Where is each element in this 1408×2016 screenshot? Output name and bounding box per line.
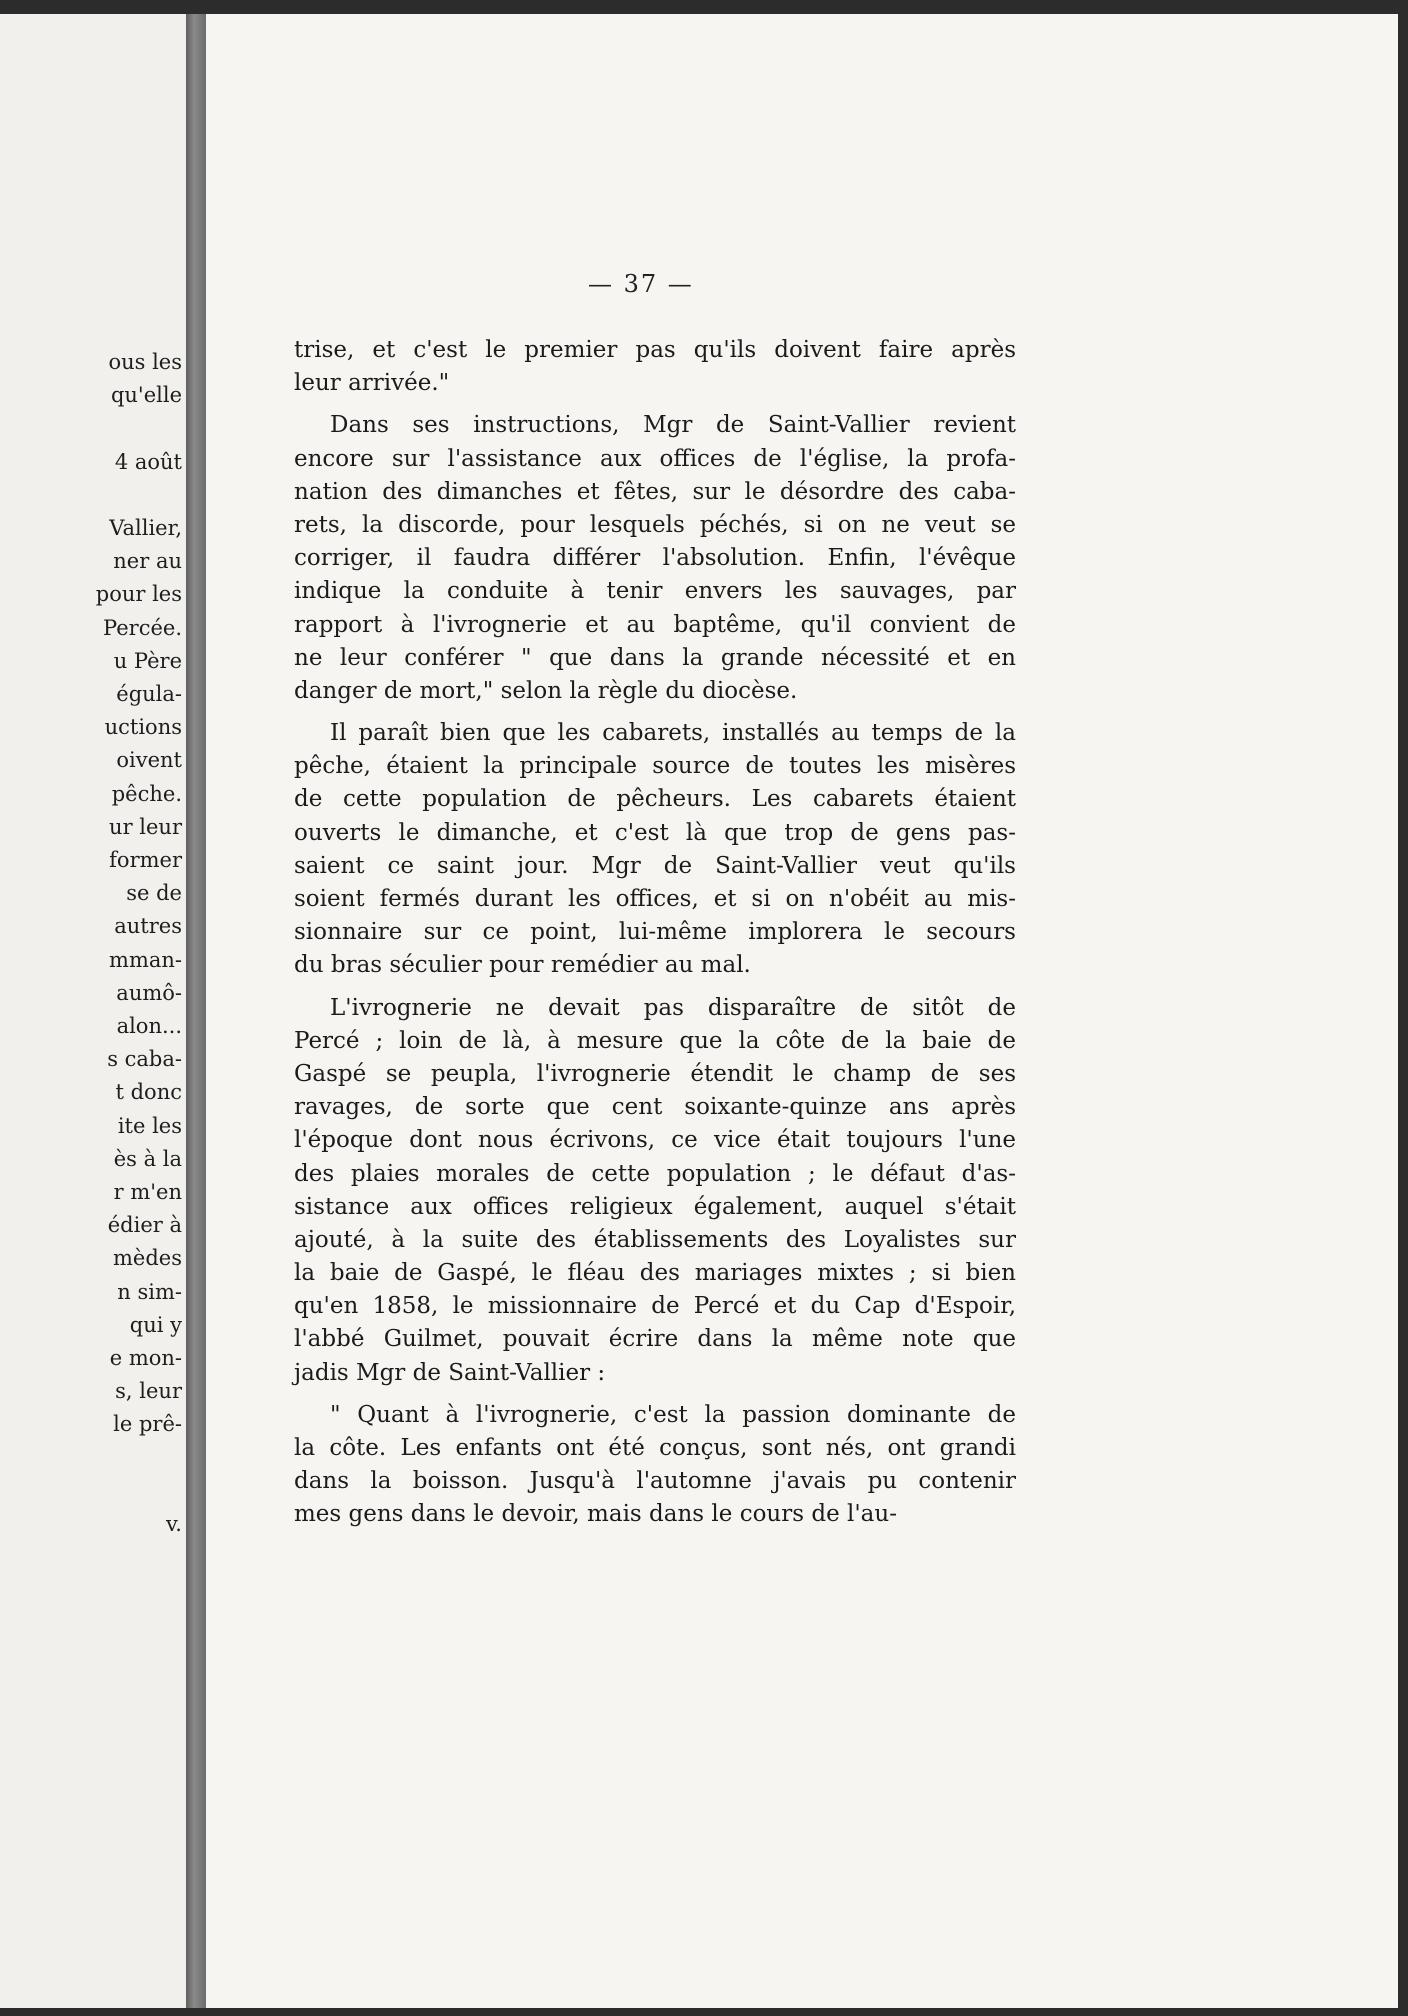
facing-page-line: mman- <box>109 947 182 972</box>
facing-page-line: ner au <box>113 549 182 574</box>
paragraph-gap <box>294 983 1016 992</box>
facing-page-line: pour les <box>95 582 182 607</box>
text-line: rets, la discorde, pour lesquels péchés, si on ne veut se <box>294 511 1016 538</box>
facing-page-line: Percée. <box>103 615 182 640</box>
facing-page-line: n sim- <box>117 1279 182 1304</box>
facing-page-line: ès à la <box>113 1146 182 1171</box>
text-line: du bras séculier pour remédier au mal. <box>294 952 751 979</box>
facing-page-line: uctions <box>104 715 182 740</box>
facing-page-line: alon... <box>116 1014 182 1038</box>
facing-page-line: autres <box>114 914 182 939</box>
facing-page-fragment <box>0 14 186 2008</box>
text-line: l'époque dont nous écrivons, ce vice était toujours l'une <box>294 1127 1016 1154</box>
text-line: Dans ses instructions, Mgr de Saint-Vallier revient <box>330 412 1016 439</box>
scan-right-border <box>1398 0 1408 2016</box>
text-line: danger de mort," selon la règle du diocèse. <box>294 677 798 704</box>
facing-page-line: e mon- <box>109 1346 182 1370</box>
text-line: ajouté, à la suite des établissements des Loyalistes sur <box>294 1226 1016 1253</box>
text-line: ne leur conférer " que dans la grande nécessité et en <box>294 644 1016 671</box>
facing-page-line: t donc <box>115 1080 182 1105</box>
facing-page-line: édier à <box>107 1213 182 1238</box>
facing-page-line: qui y <box>129 1312 182 1337</box>
scan-bottom-border <box>0 2008 1408 2016</box>
page-number: — 37 — <box>588 270 694 298</box>
book-gutter <box>186 14 206 2008</box>
facing-page-line: Vallier, <box>109 516 182 540</box>
facing-page-line: ur leur <box>109 814 182 839</box>
text-line: L'ivrognerie ne devait pas disparaître de sitôt de <box>330 994 1016 1021</box>
text-line: leur arrivée." <box>294 370 450 397</box>
text-line: rapport à l'ivrognerie et au baptême, qu'il convient de <box>294 611 1016 638</box>
paragraph-gap <box>294 708 1016 717</box>
facing-page-line: 4 août <box>114 449 182 474</box>
text-line: Gaspé se peupla, l'ivrognerie étendit le champ de ses <box>294 1060 1016 1087</box>
facing-page-line: pêche. <box>111 781 182 806</box>
text-line: de cette population de pêcheurs. Les cabarets étaient <box>294 786 1016 813</box>
text-line: indique la conduite à tenir envers les sauvages, par <box>294 578 1016 605</box>
text-line: soient fermés durant les offices, et si on n'obéit au mis- <box>294 886 1016 912</box>
text-line: qu'en 1858, le missionnaire de Percé et du Cap d'Espoir, <box>294 1293 1016 1320</box>
facing-page-line: r m'en <box>113 1180 182 1204</box>
facing-page-line: oivent <box>116 748 182 773</box>
facing-page-line: égula- <box>116 682 182 706</box>
facing-page-line: mèdes <box>113 1246 182 1271</box>
facing-page-line: v. <box>165 1512 182 1536</box>
text-line: ouverts le dimanche, et c'est là que trop de gens pas- <box>294 819 1016 846</box>
text-line: trise, et c'est le premier pas qu'ils doivent faire après <box>294 337 1016 363</box>
paragraph-gap <box>294 1390 1016 1399</box>
text-line: encore sur l'assistance aux offices de l'église, la profa- <box>294 445 1016 472</box>
scan-top-border <box>0 0 1408 14</box>
text-line: corriger, il faudra différer l'absolution. Enfin, l'évêque <box>294 545 1016 572</box>
facing-page-line: le prê- <box>113 1412 182 1437</box>
text-line: dans la boisson. Jusqu'à l'automne j'avais pu contenir <box>294 1468 1016 1495</box>
text-line: l'abbé Guilmet, pouvait écrire dans la même note que <box>294 1326 1016 1353</box>
text-line: sistance aux offices religieux également, auquel s'était <box>294 1193 1016 1220</box>
text-line: mes gens dans le devoir, mais dans le cours de l'au- <box>294 1501 897 1528</box>
facing-page-line: aumô- <box>116 980 182 1005</box>
text-line: " Quant à l'ivrognerie, c'est la passion dominante de <box>330 1401 1016 1428</box>
text-line: saient ce saint jour. Mgr de Saint-Vallier veut qu'ils <box>294 852 1016 879</box>
facing-page-line: s caba- <box>107 1047 182 1072</box>
text-line: pêche, étaient la principale source de toutes les misères <box>294 753 1016 780</box>
page-body-text <box>294 334 1016 1532</box>
facing-page-line: se de <box>126 881 182 906</box>
facing-page-line: ous les <box>108 350 182 374</box>
paragraph-gap <box>294 400 1016 409</box>
text-line: la côte. Les enfants ont été conçus, sont nés, ont grandi <box>294 1435 1016 1461</box>
facing-page-line: u Père <box>113 648 182 673</box>
text-line: jadis Mgr de Saint-Vallier : <box>294 1359 606 1386</box>
text-line: nation des dimanches et fêtes, sur le désordre des caba- <box>294 478 1016 505</box>
facing-page-line: ite les <box>117 1113 182 1138</box>
facing-page-line: qu'elle <box>110 383 182 408</box>
text-line: ravages, de sorte que cent soixante-quinze ans après <box>294 1094 1016 1121</box>
text-line: la baie de Gaspé, le fléau des mariages mixtes ; si bien <box>294 1260 1016 1287</box>
text-line: sionnaire sur ce point, lui-même implorera le secours <box>294 919 1016 946</box>
text-line: Percé ; loin de là, à mesure que la côte de la baie de <box>294 1027 1016 1054</box>
facing-page-line: s, leur <box>115 1379 182 1404</box>
facing-page-line: former <box>109 848 182 872</box>
text-line: des plaies morales de cette population ; le défaut d'as- <box>294 1160 1016 1187</box>
text-line: Il paraît bien que les cabarets, installés au temps de la <box>330 720 1016 747</box>
